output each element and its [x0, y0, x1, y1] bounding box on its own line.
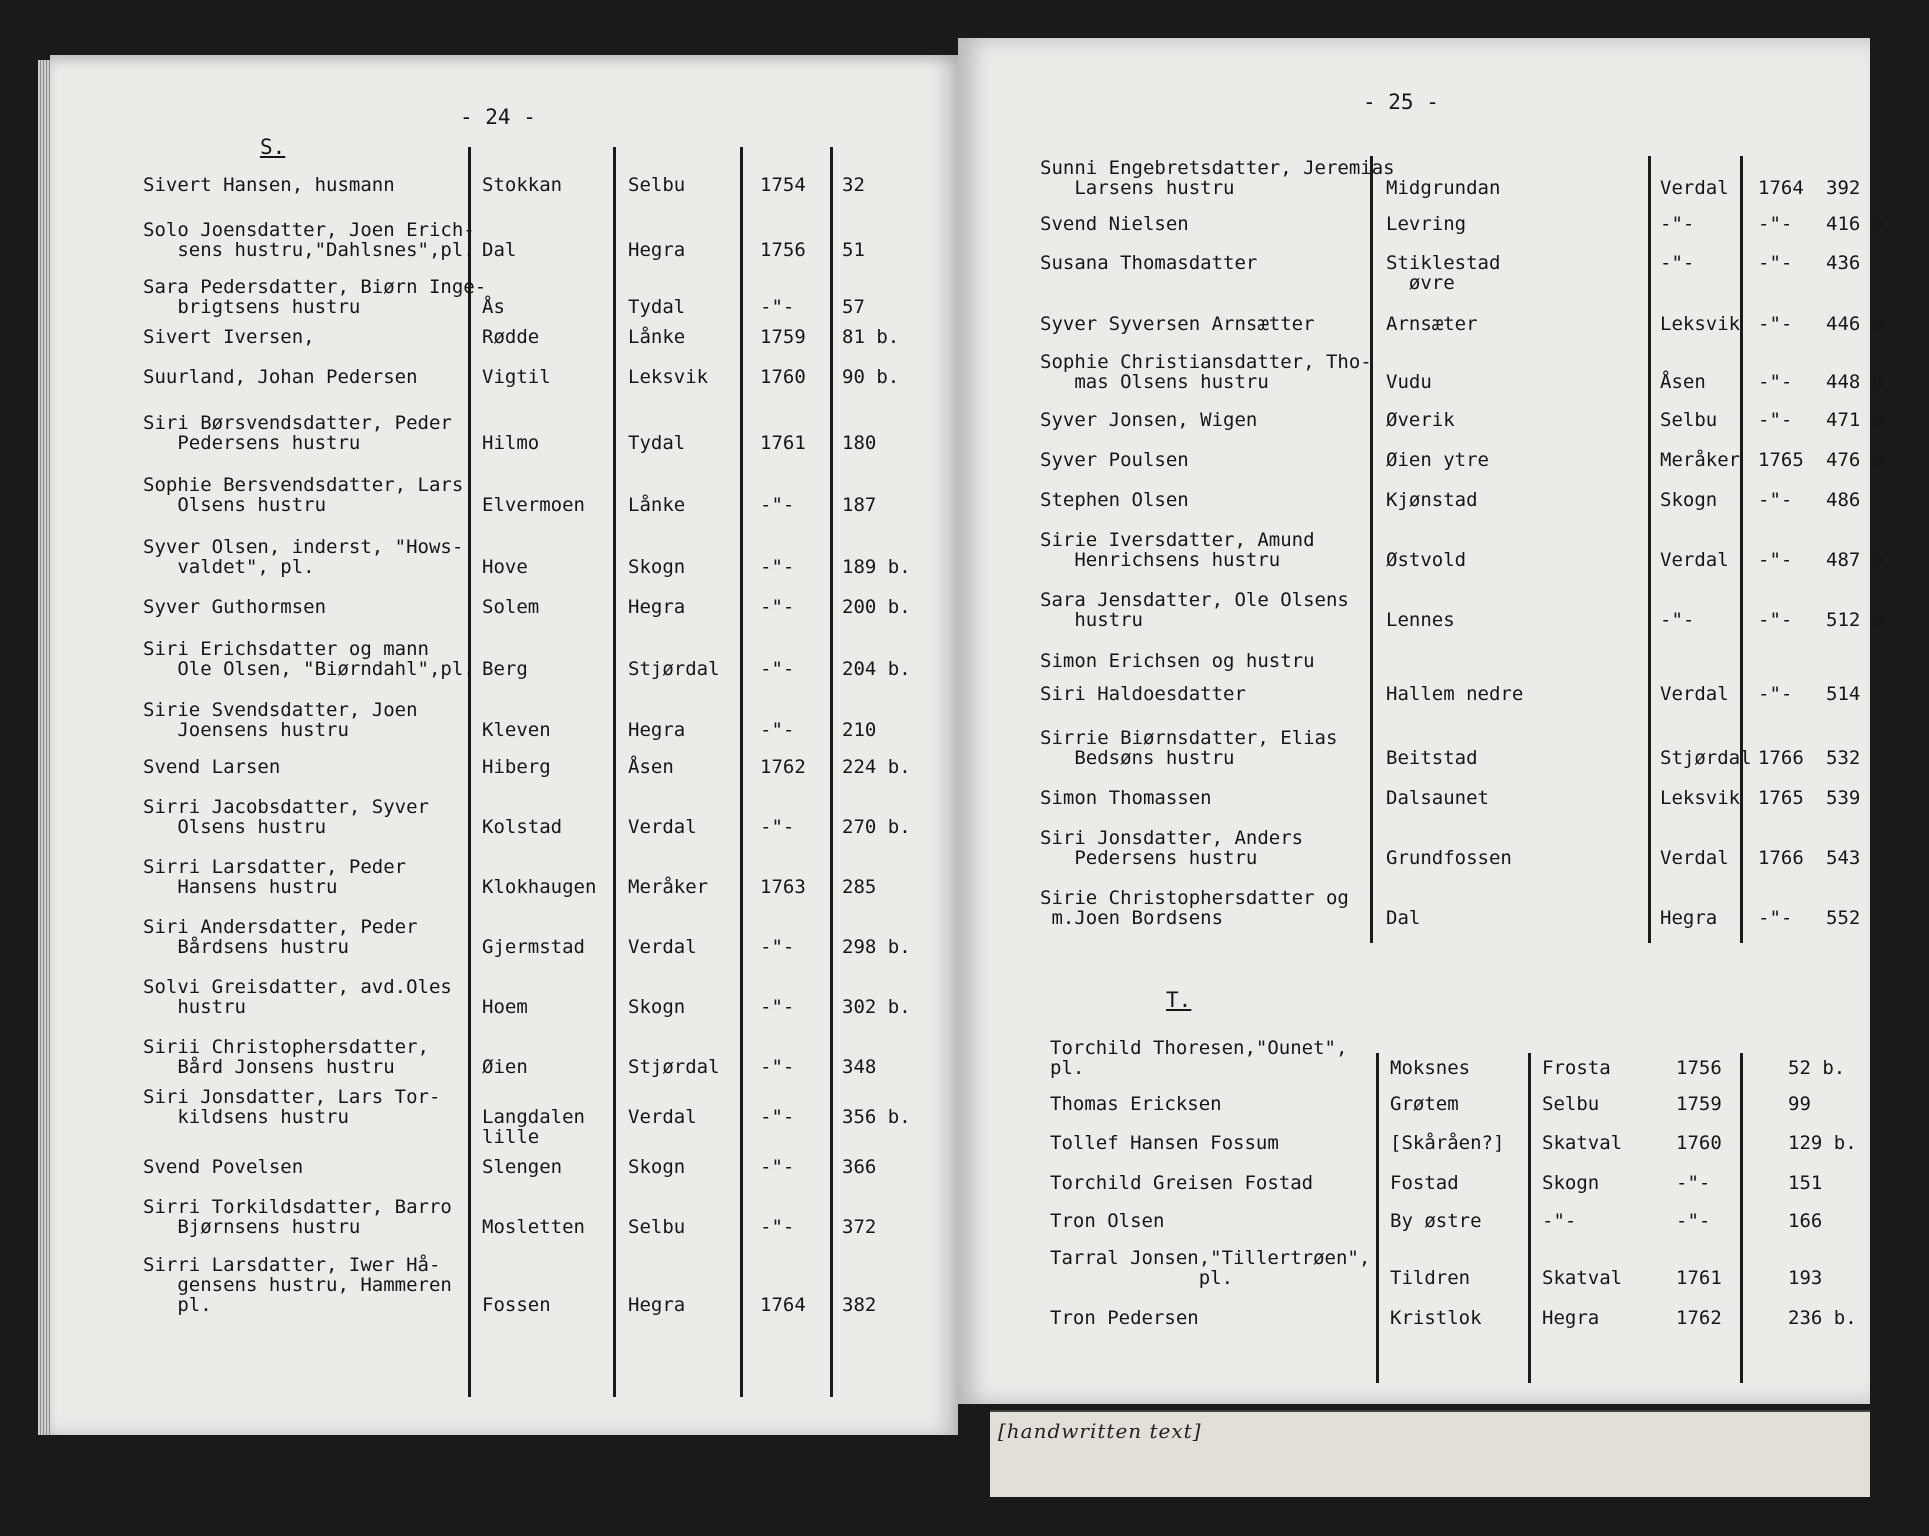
- cell-parish: Verdal: [628, 816, 697, 838]
- cell-parish: Tydal: [628, 296, 686, 318]
- cell-parish: Hegra: [628, 719, 686, 741]
- cell-name: Siri Erichsdatter og mann Ole Olsen, "Biørndahl",pl.: [143, 638, 475, 680]
- cell-name: Syver Poulsen: [1040, 449, 1189, 471]
- cell-name: Svend Povelsen: [143, 1156, 304, 1178]
- cell-place: Dalsaunet: [1386, 787, 1489, 809]
- cell-ref: 210: [842, 719, 877, 741]
- cell-year: 1763: [760, 876, 806, 898]
- cell-year: 1764: [760, 1294, 806, 1316]
- cell-parish: Selbu: [628, 174, 686, 196]
- cell-ref: 487 b.: [1826, 549, 1895, 571]
- cell-parish: Meråker: [628, 876, 709, 898]
- cell-name: Tollef Hansen Fossum: [1050, 1132, 1279, 1154]
- cell-parish: Skatval: [1542, 1267, 1623, 1289]
- cell-parish: -"-: [1660, 609, 1695, 631]
- cell-parish: Stjørdal: [1660, 747, 1752, 769]
- cell-ref: 224 b.: [842, 756, 911, 778]
- column-rule: [1740, 156, 1743, 943]
- cell-place: Fostad: [1390, 1172, 1459, 1194]
- cell-name: Solvi Greisdatter, avd.Oles hustru: [143, 976, 452, 1018]
- cell-name: Tarral Jonsen,"Tillertrøen", pl.: [1050, 1247, 1371, 1289]
- cell-ref: 151: [1788, 1172, 1823, 1194]
- cell-parish: Stjørdal: [628, 1056, 720, 1078]
- cell-ref: 52 b.: [1788, 1057, 1846, 1079]
- cell-year: 1760: [1676, 1132, 1722, 1154]
- cell-parish: Skogn: [628, 996, 686, 1018]
- cell-place: Tildren: [1390, 1267, 1471, 1289]
- cell-place: Klokhaugen: [482, 876, 597, 898]
- cell-place: Øien ytre: [1386, 449, 1489, 471]
- cell-place: Mosletten: [482, 1216, 585, 1238]
- cell-ref: 416 b.: [1826, 213, 1895, 235]
- cell-ref: 32: [842, 174, 865, 196]
- cell-ref: 382: [842, 1294, 877, 1316]
- cell-place: Hoem: [482, 996, 528, 1018]
- cell-name: Sophie Christiansdatter, Tho- mas Olsens hustru: [1040, 351, 1372, 393]
- cell-year: -"-: [760, 936, 795, 958]
- cell-ref: 200 b.: [842, 596, 911, 618]
- cell-year: 1761: [1676, 1267, 1722, 1289]
- cell-ref: 514: [1826, 683, 1861, 705]
- cell-ref: 189 b.: [842, 556, 911, 578]
- cell-parish: Skogn: [628, 1156, 686, 1178]
- cell-place: Grundfossen: [1386, 847, 1512, 869]
- cell-ref: 270 b.: [842, 816, 911, 838]
- cell-name: Svend Larsen: [143, 756, 281, 778]
- cell-parish: Selbu: [1660, 409, 1718, 431]
- cell-name: Siri Børsvendsdatter, Peder Pedersens hustru: [143, 412, 452, 454]
- cell-place: [Skåråen?]: [1390, 1132, 1505, 1154]
- cell-parish: Hegra: [1660, 907, 1718, 929]
- cell-year: 1760: [760, 366, 806, 388]
- cell-name: Sirri Larsdatter, Iwer Hå- gensens hustru, Hammeren pl.: [143, 1254, 452, 1316]
- cell-name: Sunni Engebretsdatter, Jeremias Larsens hustru: [1040, 157, 1395, 199]
- cell-year: 1766: [1758, 847, 1804, 869]
- cell-name: Susana Thomasdatter: [1040, 252, 1258, 274]
- cell-parish: Skatval: [1542, 1132, 1623, 1154]
- cell-place: Kristlok: [1390, 1307, 1482, 1329]
- cell-place: Hilmo: [482, 432, 540, 454]
- cell-ref: 187: [842, 494, 877, 516]
- cell-name: Siri Jonsdatter, Lars Tor- kildsens hustru: [143, 1086, 441, 1128]
- cell-parish: Skogn: [1660, 489, 1718, 511]
- cell-parish: Verdal: [1660, 549, 1729, 571]
- cell-year: -"-: [760, 1156, 795, 1178]
- cell-ref: 166: [1788, 1210, 1823, 1232]
- cell-ref: 81 b.: [842, 326, 900, 348]
- cell-place: Vudu: [1386, 371, 1432, 393]
- cell-year: -"-: [760, 596, 795, 618]
- handwritten-strip: [990, 1410, 1870, 1497]
- cell-name: Sirri Jacobsdatter, Syver Olsens hustru: [143, 796, 429, 838]
- cell-year: -"-: [1758, 371, 1793, 393]
- section-heading-t: T.: [1166, 988, 1192, 1012]
- cell-place: Stokkan: [482, 174, 563, 196]
- cell-name: Thomas Ericksen: [1050, 1093, 1222, 1115]
- cell-place: Kjønstad: [1386, 489, 1478, 511]
- cell-parish: Stjørdal: [628, 658, 720, 680]
- cell-ref: 539: [1826, 787, 1861, 809]
- section-heading-s: S.: [260, 135, 286, 159]
- cell-parish: -"-: [1542, 1210, 1577, 1232]
- left-page: [50, 55, 958, 1435]
- cell-year: -"-: [760, 1106, 795, 1128]
- cell-parish: Verdal: [1660, 177, 1729, 199]
- cell-parish: Åsen: [628, 756, 674, 778]
- cell-year: -"-: [760, 494, 795, 516]
- cell-name: Solo Joensdatter, Joen Erich- sens hustru,"Dahlsnes",pl.: [143, 219, 475, 261]
- cell-ref: 436: [1826, 252, 1861, 274]
- cell-ref: 552: [1826, 907, 1861, 929]
- column-rule: [830, 147, 833, 1397]
- cell-name: Sirri Larsdatter, Peder Hansens hustru: [143, 856, 407, 898]
- cell-place: Vigtil: [482, 366, 551, 388]
- cell-year: 1759: [760, 326, 806, 348]
- cell-parish: Verdal: [1660, 847, 1729, 869]
- cell-parish: Hegra: [628, 596, 686, 618]
- cell-year: -"-: [1758, 489, 1793, 511]
- cell-parish: Frosta: [1542, 1057, 1611, 1079]
- cell-year: -"-: [760, 1056, 795, 1078]
- cell-name: Syver Olsen, inderst, "Hows- valdet", pl.: [143, 536, 464, 578]
- cell-name: Tron Olsen: [1050, 1210, 1165, 1232]
- cell-parish: Verdal: [628, 936, 697, 958]
- cell-name: Sophie Bersvendsdatter, Lars Olsens hustru: [143, 474, 464, 516]
- cell-name: Sara Jensdatter, Ole Olsens hustru: [1040, 589, 1349, 631]
- cell-place: Kleven: [482, 719, 551, 741]
- cell-name: Siri Andersdatter, Peder Bårdsens hustru: [143, 916, 418, 958]
- cell-year: 1754: [760, 174, 806, 196]
- cell-year: -"-: [1676, 1172, 1711, 1194]
- cell-ref: 298 b.: [842, 936, 911, 958]
- cell-year: -"-: [760, 719, 795, 741]
- cell-place: Hiberg: [482, 756, 551, 778]
- cell-place: Elvermoen: [482, 494, 585, 516]
- cell-name: Simon Thomassen: [1040, 787, 1212, 809]
- cell-ref: 180: [842, 432, 877, 454]
- page-number-left: - 24 -: [460, 105, 536, 129]
- cell-ref: 236 b.: [1788, 1307, 1857, 1329]
- cell-year: -"-: [1758, 683, 1793, 705]
- cell-place: Østvold: [1386, 549, 1467, 571]
- cell-parish: Hegra: [628, 239, 686, 261]
- cell-name: Syver Jonsen, Wigen: [1040, 409, 1258, 431]
- cell-place: Rødde: [482, 326, 540, 348]
- cell-parish: -"-: [1660, 213, 1695, 235]
- column-rule: [1648, 156, 1651, 943]
- cell-year: -"-: [1758, 252, 1793, 274]
- cell-ref: 486: [1826, 489, 1861, 511]
- column-rule: [740, 147, 743, 1397]
- cell-year: -"-: [1758, 213, 1793, 235]
- cell-place: Øverik: [1386, 409, 1455, 431]
- cell-year: 1765: [1758, 449, 1804, 471]
- cell-place: By østre: [1390, 1210, 1482, 1232]
- cell-place: Levring: [1386, 213, 1467, 235]
- cell-name: Siri Haldoesdatter: [1040, 683, 1246, 705]
- cell-year: -"-: [760, 296, 795, 318]
- cell-parish: Selbu: [1542, 1093, 1600, 1115]
- cell-year: 1764: [1758, 177, 1804, 199]
- column-rule: [468, 147, 471, 1397]
- cell-place: Solem: [482, 596, 540, 618]
- cell-name: Syver Syversen Arnsætter: [1040, 313, 1315, 335]
- cell-place: Lennes: [1386, 609, 1455, 631]
- cell-place: Dal: [482, 239, 517, 261]
- cell-place: Berg: [482, 658, 528, 680]
- cell-ref: 90 b.: [842, 366, 900, 388]
- cell-place: Ås: [482, 296, 505, 318]
- cell-name: Torchild Thoresen,"Ounet", pl.: [1050, 1037, 1348, 1079]
- cell-name: Sivert Hansen, husmann: [143, 174, 395, 196]
- cell-year: 1766: [1758, 747, 1804, 769]
- cell-parish: Skogn: [1542, 1172, 1600, 1194]
- cell-name: Sirii Christophersdatter, Bård Jonsens hustru: [143, 1036, 429, 1078]
- cell-parish: Verdal: [628, 1106, 697, 1128]
- cell-place: Hallem nedre: [1386, 683, 1524, 705]
- cell-ref: 448 b.: [1826, 371, 1895, 393]
- cell-place: Midgrundan: [1386, 177, 1501, 199]
- cell-ref: 193: [1788, 1267, 1823, 1289]
- cell-place: Kolstad: [482, 816, 563, 838]
- cell-year: 1756: [760, 239, 806, 261]
- cell-parish: Selbu: [628, 1216, 686, 1238]
- cell-year: -"-: [1758, 549, 1793, 571]
- cell-ref: 392: [1826, 177, 1861, 199]
- cell-place: Fossen: [482, 1294, 551, 1316]
- cell-parish: Leksvik: [628, 366, 709, 388]
- cell-year: 1762: [1676, 1307, 1722, 1329]
- cell-parish: Åsen: [1660, 371, 1706, 393]
- cell-name: Svend Nielsen: [1040, 213, 1189, 235]
- cell-parish: Leksvik: [1660, 313, 1741, 335]
- cell-name: Sara Pedersdatter, Biørn Inge- brigtsens hustru: [143, 276, 487, 318]
- cell-name: Sirrie Biørnsdatter, Elias Bedsøns hustru: [1040, 727, 1338, 769]
- cell-year: -"-: [760, 996, 795, 1018]
- cell-ref: 51: [842, 239, 865, 261]
- cell-ref: 446 b.: [1826, 313, 1895, 335]
- cell-year: -"-: [1758, 409, 1793, 431]
- cell-parish: Meråker: [1660, 449, 1741, 471]
- cell-ref: 99: [1788, 1093, 1811, 1115]
- cell-place: Hove: [482, 556, 528, 578]
- cell-parish: Leksvik: [1660, 787, 1741, 809]
- cell-parish: Tydal: [628, 432, 686, 454]
- cell-year: 1759: [1676, 1093, 1722, 1115]
- column-rule: [1740, 1053, 1743, 1383]
- cell-ref: 129 b.: [1788, 1132, 1857, 1154]
- cell-ref: 356 b.: [842, 1106, 911, 1128]
- cell-name: Simon Erichsen og hustru: [1040, 650, 1315, 672]
- cell-name: Sirri Torkildsdatter, Barro Bjørnsens hustru: [143, 1196, 452, 1238]
- cell-year: -"-: [1758, 609, 1793, 631]
- cell-parish: Lånke: [628, 494, 686, 516]
- cell-name: Suurland, Johan Pedersen: [143, 366, 418, 388]
- cell-year: -"-: [760, 556, 795, 578]
- cell-ref: 348: [842, 1056, 877, 1078]
- cell-year: 1761: [760, 432, 806, 454]
- cell-year: -"-: [1676, 1210, 1711, 1232]
- cell-parish: Hegra: [1542, 1307, 1600, 1329]
- cell-place: Gjermstad: [482, 936, 585, 958]
- cell-name: Syver Guthormsen: [143, 596, 327, 618]
- cell-year: -"-: [1758, 313, 1793, 335]
- cell-ref: 57: [842, 296, 865, 318]
- cell-ref: 204 b.: [842, 658, 911, 680]
- cell-ref: 532: [1826, 747, 1861, 769]
- cell-year: -"-: [760, 658, 795, 680]
- cell-place: Slengen: [482, 1156, 563, 1178]
- page-number-right: - 25 -: [1363, 90, 1439, 114]
- cell-parish: -"-: [1660, 252, 1695, 274]
- cell-place: Langdalen lille: [482, 1106, 585, 1148]
- cell-ref: 372: [842, 1216, 877, 1238]
- column-rule: [1370, 156, 1373, 943]
- cell-place: Grøtem: [1390, 1093, 1459, 1115]
- cell-place: Dal: [1386, 907, 1421, 929]
- cell-name: Sirie Iversdatter, Amund Henrichsens hustru: [1040, 529, 1315, 571]
- cell-name: Sivert Iversen,: [143, 326, 315, 348]
- cell-place: Øien: [482, 1056, 528, 1078]
- cell-name: Torchild Greisen Fostad: [1050, 1172, 1314, 1194]
- cell-place: Arnsæter: [1386, 313, 1478, 335]
- column-rule: [1376, 1053, 1379, 1383]
- cell-parish: Lånke: [628, 326, 686, 348]
- cell-ref: 302 b.: [842, 996, 911, 1018]
- cell-ref: 366: [842, 1156, 877, 1178]
- cell-parish: Verdal: [1660, 683, 1729, 705]
- cell-place: Moksnes: [1390, 1057, 1471, 1079]
- cell-ref: 471 b.: [1826, 409, 1895, 431]
- cell-year: 1762: [760, 756, 806, 778]
- cell-name: Stephen Olsen: [1040, 489, 1189, 511]
- cell-ref: 476 b.: [1826, 449, 1895, 471]
- cell-ref: 512 b.: [1826, 609, 1895, 631]
- cell-year: -"-: [760, 1216, 795, 1238]
- cell-name: Sirie Christophersdatter og m.Joen Bordsens: [1040, 887, 1349, 929]
- cell-name: Tron Pedersen: [1050, 1307, 1199, 1329]
- cell-name: Sirie Svendsdatter, Joen Joensens hustru: [143, 699, 418, 741]
- cell-name: Siri Jonsdatter, Anders Pedersens hustru: [1040, 827, 1304, 869]
- cell-ref: 543: [1826, 847, 1861, 869]
- handwritten-text: [handwritten text]: [998, 1419, 1202, 1443]
- cell-parish: Hegra: [628, 1294, 686, 1316]
- right-page: [958, 38, 1895, 1404]
- cell-parish: Skogn: [628, 556, 686, 578]
- cell-ref: 285: [842, 876, 877, 898]
- cell-year: -"-: [760, 816, 795, 838]
- column-rule: [613, 147, 616, 1397]
- cell-year: -"-: [1758, 907, 1793, 929]
- cell-year: 1765: [1758, 787, 1804, 809]
- cell-place: Beitstad: [1386, 747, 1478, 769]
- cell-place: Stiklestad øvre: [1386, 252, 1501, 294]
- column-rule: [1528, 1053, 1531, 1383]
- cell-year: 1756: [1676, 1057, 1722, 1079]
